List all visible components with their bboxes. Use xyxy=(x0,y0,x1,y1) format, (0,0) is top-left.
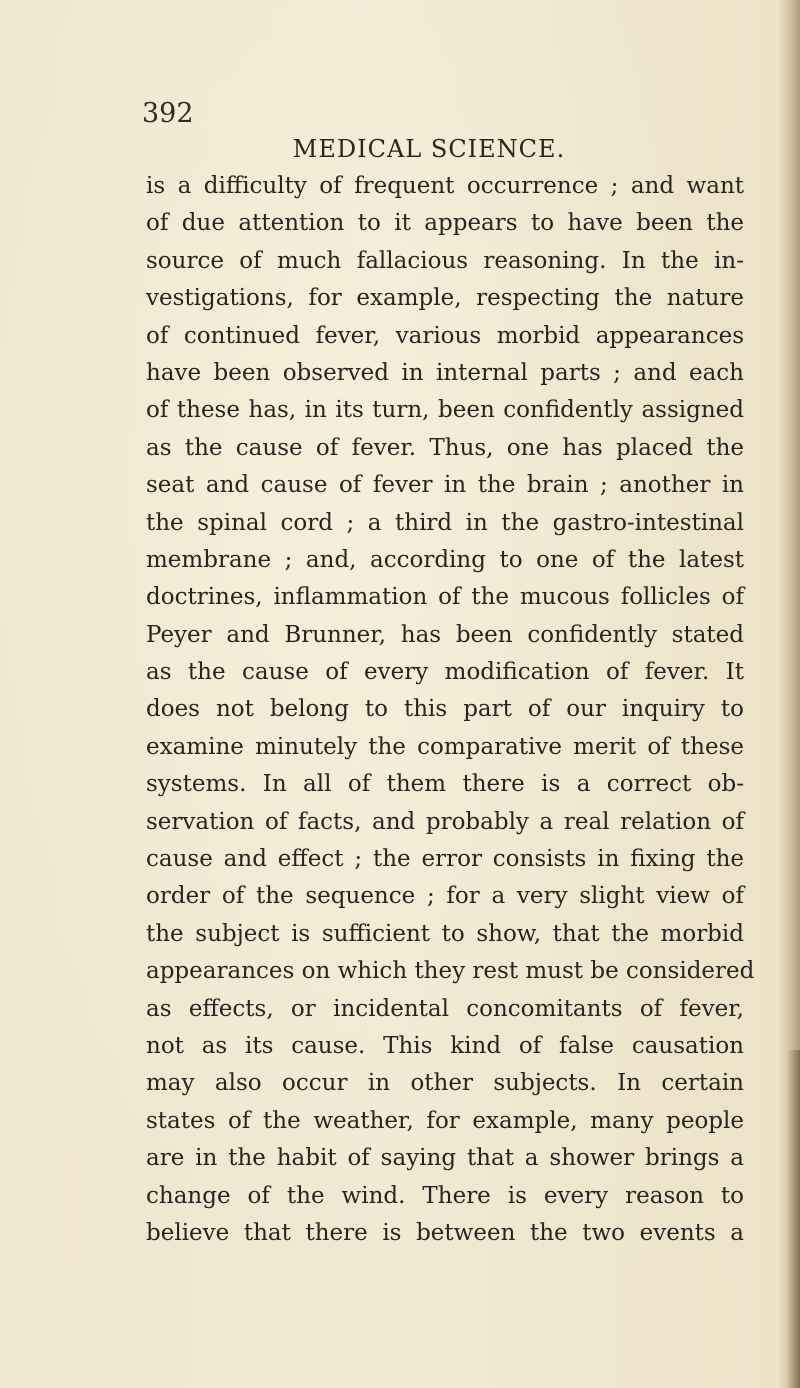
body-text xyxy=(146,168,755,1252)
page-number: 392 xyxy=(142,98,194,129)
text-line: of these has, in its turn, been confidently assigned xyxy=(146,397,744,424)
text-line: appearances on which they rest must be considered xyxy=(146,958,755,985)
text-line: have been observed in internal parts ; and each xyxy=(146,359,744,386)
text-line: believe that there is between the two events a xyxy=(146,1219,744,1246)
text-line: order of the sequence ; for a very slight view of xyxy=(146,883,744,910)
text-line: states of the weather, for example, many people xyxy=(146,1107,744,1134)
text-line: Peyer and Brunner, has been confidently stated xyxy=(146,621,744,648)
text-line: as the cause of every modification of fever. It xyxy=(146,659,744,686)
text-line: examine minutely the comparative merit of these xyxy=(146,733,744,760)
text-line: change of the wind. There is every reason to xyxy=(146,1182,744,1209)
text-line: servation of facts, and probably a real relation of xyxy=(146,808,744,835)
running-head: MEDICAL SCIENCE. xyxy=(292,135,566,163)
text-line: membrane ; and, according to one of the latest xyxy=(146,546,744,573)
text-line: doctrines, inflammation of the mucous follicles of xyxy=(146,584,744,611)
page-edge-binding xyxy=(786,1050,800,1388)
text-line: source of much fallacious reasoning. In the in- xyxy=(146,247,744,274)
text-line: as the cause of fever. Thus, one has placed the xyxy=(146,434,744,461)
text-line: vestigations, for example, respecting the nature xyxy=(146,285,744,312)
text-line: of due attention to it appears to have been the xyxy=(146,210,744,237)
text-line: are in the habit of saying that a shower brings a xyxy=(146,1145,744,1172)
text-line: of continued fever, various morbid appearances xyxy=(146,322,744,349)
text-line: is a difficulty of frequent occurrence ; and want xyxy=(146,173,744,199)
text-line: seat and cause of fever in the brain ; another in xyxy=(146,472,744,499)
text-line: cause and effect ; the error consists in fixing the xyxy=(146,846,744,873)
text-line: systems. In all of them there is a correct ob- xyxy=(146,771,744,798)
text-line: not as its cause. This kind of false causation xyxy=(146,1032,744,1059)
text-line: the subject is sufficient to show, that the morbid xyxy=(146,920,744,947)
text-line: the spinal cord ; a third in the gastro-intestinal xyxy=(146,509,744,536)
text-line: may also occur in other subjects. In certain xyxy=(146,1070,744,1097)
text-line: as effects, or incidental concomitants of fever, xyxy=(146,995,744,1022)
text-line: does not belong to this part of our inquiry to xyxy=(146,696,744,723)
